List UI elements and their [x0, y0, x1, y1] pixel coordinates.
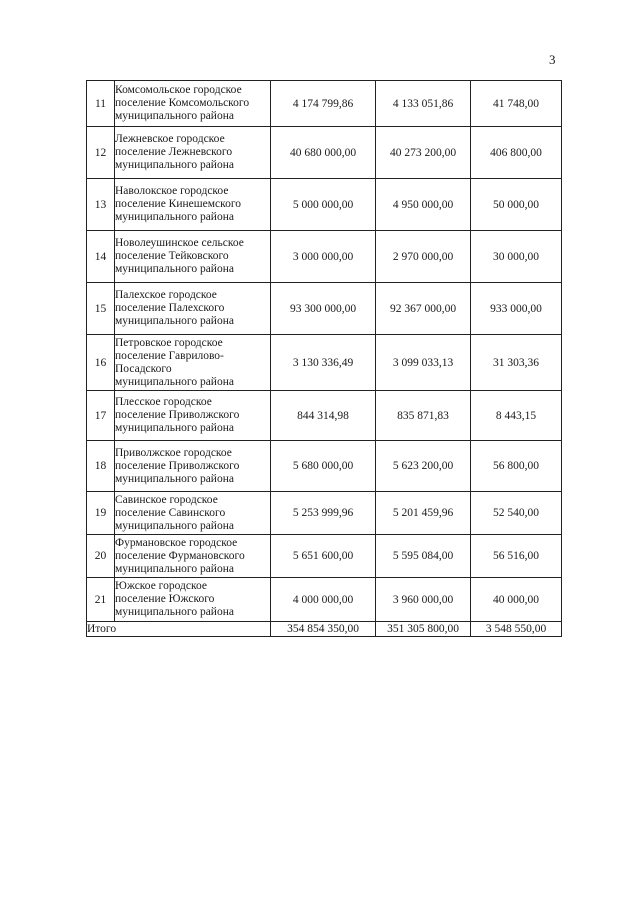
settlement-name-line: муниципального района [115, 375, 234, 388]
amount-1: 40 680 000,00 [271, 127, 376, 179]
amount-3: 52 540,00 [471, 492, 562, 535]
settlement-name-line: Лежневское городское [115, 133, 225, 145]
table-body [87, 81, 562, 637]
row-number: 17 [87, 391, 115, 441]
total-value-3: 3 548 550,00 [471, 622, 562, 637]
settlement-name [115, 335, 271, 391]
amount-2: 3 960 000,00 [376, 578, 471, 622]
settlement-name-line: поселение Савинского [115, 506, 226, 519]
total-value-2: 351 305 800,00 [376, 622, 471, 637]
settlement-name [115, 231, 271, 283]
amount-2: 3 099 033,13 [376, 335, 471, 391]
settlement-name [115, 441, 271, 492]
amount-1: 4 000 000,00 [271, 578, 376, 622]
row-number: 18 [87, 441, 115, 492]
settlement-name-line: муниципального района [115, 472, 234, 485]
amount-3: 8 443,15 [471, 391, 562, 441]
amount-2: 5 623 200,00 [376, 441, 471, 492]
settlement-name [115, 81, 271, 127]
amount-2: 4 133 051,86 [376, 81, 471, 127]
row-number: 11 [87, 81, 115, 127]
settlement-name-line: поселение Гаврилово- [115, 349, 224, 362]
row-number: 14 [87, 231, 115, 283]
amount-3: 31 303,36 [471, 335, 562, 391]
total-label: Итого [87, 622, 271, 637]
settlement-name [115, 179, 271, 231]
amount-3: 406 800,00 [471, 127, 562, 179]
settlement-name-line: муниципального района [115, 562, 234, 575]
amount-2: 40 273 200,00 [376, 127, 471, 179]
settlement-name [115, 127, 271, 179]
settlement-name [115, 492, 271, 535]
amount-3: 933 000,00 [471, 283, 562, 335]
settlement-name-line: муниципального района [115, 519, 234, 532]
settlement-name-line: Фурмановское городское [115, 536, 238, 549]
settlement-name-line: поселение Приволжского [115, 459, 240, 472]
total-value-1: 354 854 350,00 [271, 622, 376, 637]
settlement-name [115, 283, 271, 335]
settlement-name-line: муниципального района [115, 606, 234, 618]
settlement-name-line: поселение Кинешемского [115, 198, 242, 210]
page-number: 3 [549, 52, 556, 67]
amount-1: 5 253 999,96 [271, 492, 376, 535]
settlement-name-line: поселение Южского [115, 593, 215, 605]
row-number: 15 [87, 283, 115, 335]
amount-1: 4 174 799,86 [271, 81, 376, 127]
amount-1: 5 000 000,00 [271, 179, 376, 231]
settlement-name-line: поселение Комсомольского [115, 97, 250, 109]
amount-2: 835 871,83 [376, 391, 471, 441]
amount-1: 3 000 000,00 [271, 231, 376, 283]
settlement-name-line: Савинское городское [115, 493, 218, 506]
settlement-name-line: Палехское городское [115, 289, 217, 301]
settlement-name-line: поселение Лежневского [115, 146, 233, 158]
table-row [87, 492, 562, 535]
row-number: 19 [87, 492, 115, 535]
settlement-name [115, 391, 271, 441]
table-row [87, 231, 562, 283]
amount-1: 5 680 000,00 [271, 441, 376, 492]
table-row [87, 578, 562, 622]
settlement-name-line: муниципального района [115, 263, 234, 275]
settlement-name-line: муниципального района [115, 110, 234, 122]
settlement-name-line: поселение Приволжского [115, 409, 240, 421]
amount-3: 50 000,00 [471, 179, 562, 231]
settlement-name-line: поселение Палехского [115, 302, 225, 314]
amount-2: 2 970 000,00 [376, 231, 471, 283]
settlement-name [115, 535, 271, 578]
amount-3: 30 000,00 [471, 231, 562, 283]
table-row [87, 535, 562, 578]
amount-3: 41 748,00 [471, 81, 562, 127]
amount-3: 40 000,00 [471, 578, 562, 622]
settlement-name-line: Комсомольское городское [115, 84, 242, 96]
row-number: 12 [87, 127, 115, 179]
table-row [87, 441, 562, 492]
settlement-name-line: муниципального района [115, 211, 234, 223]
row-number: 21 [87, 578, 115, 622]
settlement-name-line: поселение Тейковского [115, 250, 229, 262]
amount-1: 3 130 336,49 [271, 335, 376, 391]
settlement-name-line: Наволокское городское [115, 185, 229, 197]
settlement-name-line: Петровское городское [115, 336, 223, 349]
table-total-row [87, 622, 562, 637]
row-number: 20 [87, 535, 115, 578]
settlement-name-line: поселение Фурмановского [115, 549, 245, 562]
settlement-name [115, 578, 271, 622]
settlement-name-line: Новолеушинское сельское [115, 237, 244, 249]
settlement-name-line: Южское городское [115, 580, 207, 592]
row-number: 16 [87, 335, 115, 391]
amount-2: 5 595 084,00 [376, 535, 471, 578]
amount-2: 4 950 000,00 [376, 179, 471, 231]
amount-1: 5 651 600,00 [271, 535, 376, 578]
row-number: 13 [87, 179, 115, 231]
table-row [87, 127, 562, 179]
amount-1: 93 300 000,00 [271, 283, 376, 335]
amount-1: 844 314,98 [271, 391, 376, 441]
amount-3: 56 516,00 [471, 535, 562, 578]
amount-2: 5 201 459,96 [376, 492, 471, 535]
settlement-name-line: муниципального района [115, 422, 234, 434]
amount-3: 56 800,00 [471, 441, 562, 492]
settlement-name-line: Приволжское городское [115, 446, 232, 459]
table-row [87, 335, 562, 391]
amount-2: 92 367 000,00 [376, 283, 471, 335]
settlement-name-line: муниципального района [115, 315, 234, 327]
settlement-name-line: Плесское городское [115, 396, 212, 408]
table-row [87, 283, 562, 335]
table-row [87, 81, 562, 127]
settlement-name-line: Посадского [115, 362, 172, 375]
subsidy-table [86, 80, 562, 637]
table-row [87, 391, 562, 441]
settlement-name-line: муниципального района [115, 159, 234, 171]
table-row [87, 179, 562, 231]
